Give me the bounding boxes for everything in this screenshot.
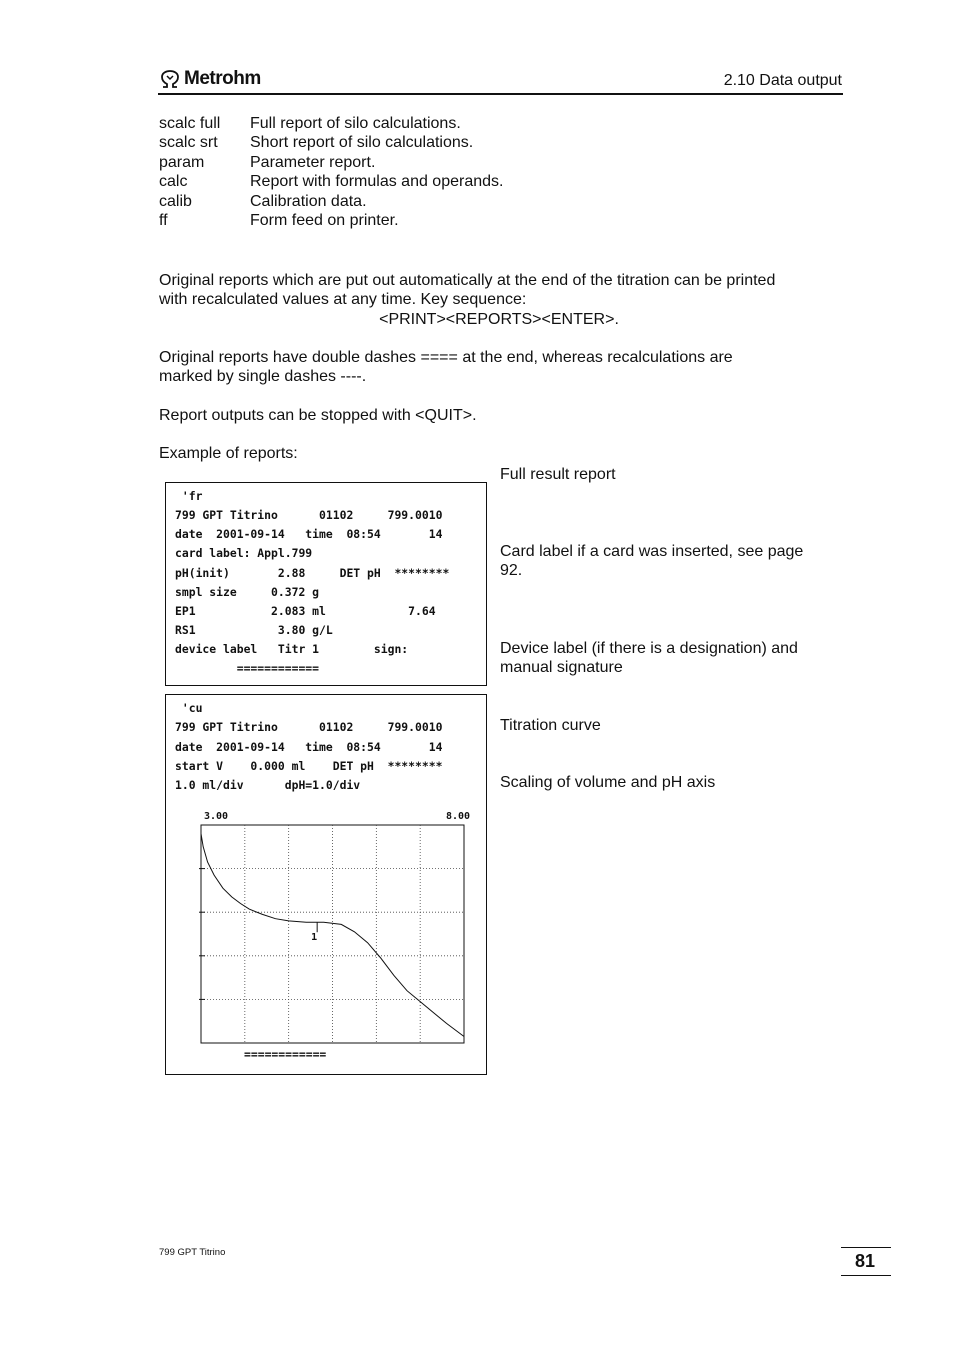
- definition-desc: Parameter report.: [250, 153, 376, 171]
- definition-desc: Short report of silo calculations.: [250, 134, 474, 152]
- definition-term: ff: [159, 212, 168, 230]
- note-line: Device label (if there is a designation) and: [500, 640, 798, 657]
- key-sequence: <PRINT><REPORTS><ENTER>.: [379, 310, 619, 328]
- scale-label-left: 3.00: [204, 811, 229, 822]
- titration-curve-chart: [166, 695, 486, 1074]
- printout-line: 'fr: [175, 489, 203, 503]
- definition-row: [159, 172, 503, 191]
- definition-row: [159, 114, 503, 133]
- paragraph-line: marked by single dashes ----.: [159, 368, 367, 386]
- definition-row: [159, 133, 503, 152]
- printout-line: 'cu: [175, 701, 203, 715]
- omega-icon: [160, 70, 180, 88]
- printout-line: device label Titr 1 sign:: [175, 642, 409, 656]
- note-titration-curve: Titration curve: [500, 717, 601, 734]
- full-result-printout: [165, 482, 487, 686]
- page-number-box: [841, 1247, 891, 1276]
- printout-line: 1.0 ml/div dpH=1.0/div: [175, 778, 361, 792]
- paragraph-recalc: [159, 271, 839, 329]
- metrohm-logo: [160, 68, 261, 90]
- curve-printout: [165, 694, 487, 1075]
- footer-product: 799 GPT Titrino: [159, 1247, 226, 1258]
- section-title: 2.10 Data output: [723, 72, 842, 89]
- note-line: Card label if a card was inserted, see page: [500, 543, 804, 560]
- printout-line: date 2001-09-14 time 08:54 14: [175, 740, 443, 754]
- paragraph-line: Original reports which are put out automatically at the end of the titration can be printed: [159, 272, 776, 289]
- definition-desc: Report with formulas and operands.: [250, 173, 504, 191]
- printout-line: EP1 2.083 ml 7.64: [175, 604, 436, 618]
- printout-line: RS1 3.80 g/L: [175, 623, 333, 637]
- note-card-label: [500, 542, 840, 581]
- definition-desc: Full report of silo calculations.: [250, 115, 461, 132]
- paragraph-dashes: [159, 348, 839, 387]
- note-full-result: Full result report: [500, 466, 616, 483]
- printout-line: smpl size 0.372 g: [175, 585, 320, 599]
- printout-line: 799 GPT Titrino 01102 799.0010: [175, 508, 443, 522]
- definition-term: scalc full: [159, 115, 221, 132]
- endpoint-marker-label: 1: [311, 932, 318, 944]
- header-divider: [158, 93, 843, 95]
- definition-desc: Calibration data.: [250, 192, 367, 210]
- definition-term: scalc srt: [159, 134, 218, 152]
- page-number: 81: [854, 1251, 875, 1271]
- definition-row: [159, 211, 503, 230]
- printout-line: start V 0.000 ml DET pH ********: [175, 759, 443, 773]
- definition-term: param: [159, 153, 205, 171]
- paragraph-example: Example of reports:: [159, 445, 298, 462]
- note-scaling: Scaling of volume and pH axis: [500, 774, 716, 791]
- definition-row: [159, 153, 503, 172]
- note-line: 92.: [500, 562, 523, 580]
- paragraph-line: with recalculated values at any time. Key sequence:: [159, 291, 527, 309]
- printout-end-dashes: ============: [244, 1047, 327, 1061]
- definition-term: calc: [159, 173, 188, 191]
- printout-line: 799 GPT Titrino 01102 799.0010: [175, 720, 443, 734]
- paragraph-line: Original reports have double dashes ==== at the end, whereas recalculations are: [159, 349, 733, 366]
- printout-line: date 2001-09-14 time 08:54 14: [175, 527, 443, 541]
- printout-line: card label: Appl.799: [175, 546, 313, 560]
- printout-line: ============: [175, 661, 320, 675]
- paragraph-quit: Report outputs can be stopped with <QUIT>.: [159, 407, 477, 424]
- note-device-label: [500, 639, 840, 678]
- note-line: manual signature: [500, 659, 623, 677]
- scale-label-right: 8.00: [446, 811, 471, 822]
- definition-term: calib: [159, 192, 192, 210]
- command-definitions: [159, 114, 503, 230]
- brand-name: Metrohm: [184, 68, 261, 89]
- definition-row: [159, 192, 503, 211]
- definition-desc: Form feed on printer.: [250, 212, 399, 230]
- printout-line: pH(init) 2.88 DET pH ********: [175, 566, 450, 580]
